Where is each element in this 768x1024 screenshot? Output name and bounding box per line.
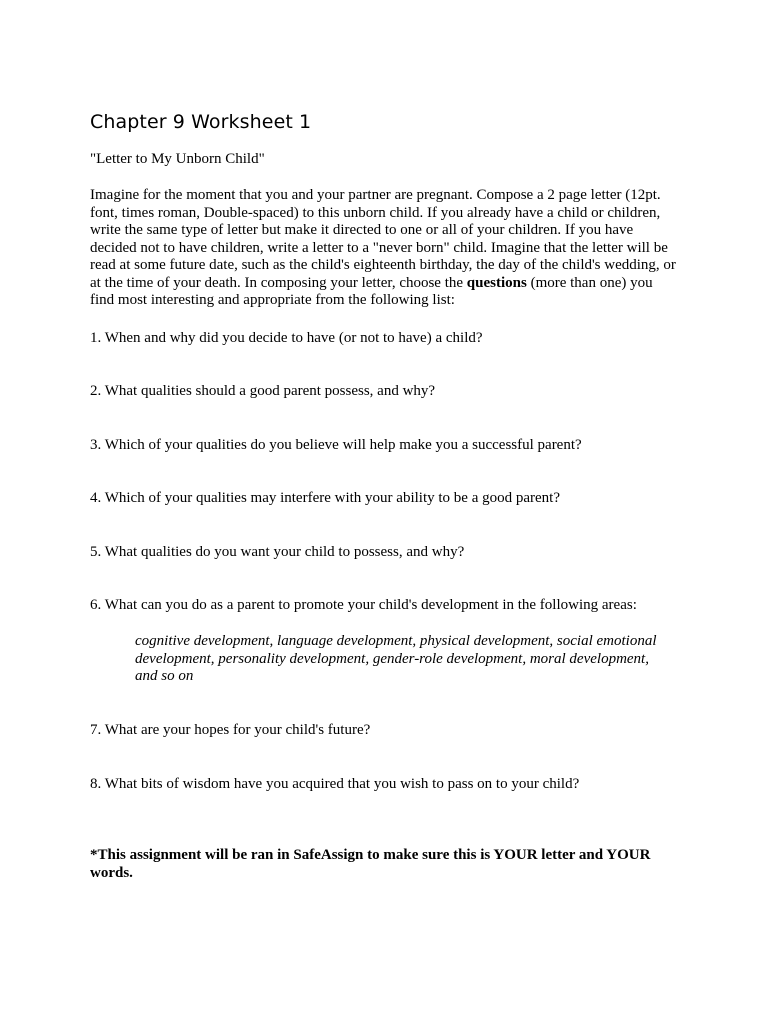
question-4: 4. Which of your qualities may interfere with your ability to be a good parent?	[90, 490, 561, 506]
intro-text-start: Imagine for the moment that you and your partner are pregnant. Compose a 2 page letter (12pt. font, times roman, Double-spaced) to this unborn child. If you already have a child or children, write the same type of letter but make it directed to one or all of your children. If you have decided not to have children, write a letter to a "never born" child. Imagine that the letter will be read at some future date, such as the child's eighteenth birthday, the day of the child's wedding, or at the time of your death. In composing your letter, choose the	[90, 187, 676, 291]
question-8: 8. What bits of wisdom have you acquired that you wish to pass on to your child?	[90, 776, 580, 792]
question-7: 7. What are your hopes for your child's future?	[90, 722, 371, 738]
intro-paragraph	[90, 187, 680, 310]
question-6: 6. What can you do as a parent to promote your child's development in the following areas:	[90, 597, 637, 613]
development-areas-list: cognitive development, language development, physical development, social emotional development, personality development, gender-role development, moral development, and so on	[135, 633, 657, 684]
question-5: 5. What qualities do you want your child to possess, and why?	[90, 544, 465, 560]
intro-bold-word: questions	[466, 274, 527, 291]
letter-subtitle: "Letter to My Unborn Child"	[90, 151, 265, 167]
safeassign-note: *This assignment will be ran in SafeAssign to make sure this is YOUR letter and YOUR words.	[90, 847, 651, 881]
page-title: Chapter 9 Worksheet 1	[90, 111, 312, 133]
question-3: 3. Which of your qualities do you believe will help make you a successful parent?	[90, 437, 582, 453]
intro-text-end: (more than one) you find most interesting and appropriate from the following list:	[90, 274, 653, 308]
question-1: 1. When and why did you decide to have (or not to have) a child?	[90, 330, 483, 346]
question-2: 2. What qualities should a good parent possess, and why?	[90, 383, 436, 399]
